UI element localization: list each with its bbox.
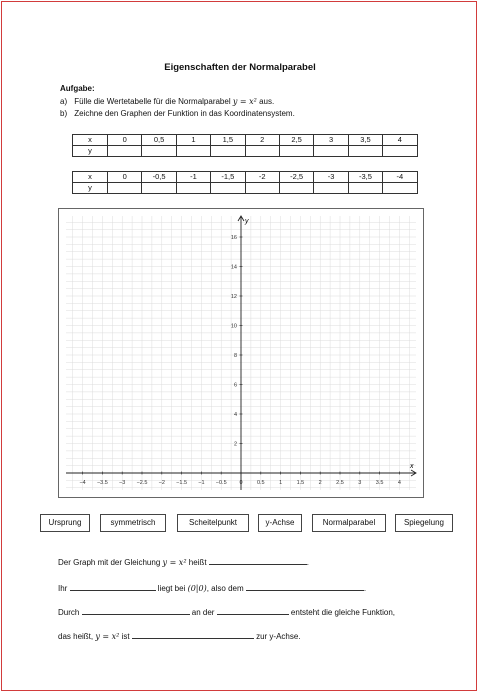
y-tick-label: 10	[230, 323, 237, 330]
table-input-cell[interactable]	[211, 146, 245, 157]
sentence-text: .	[363, 584, 367, 593]
y-tick-label: 16	[230, 235, 237, 241]
task-item-a-label: a)	[60, 97, 68, 106]
y-tick-label: 8	[233, 353, 237, 359]
table-input-cell[interactable]	[279, 183, 313, 194]
table-cell: 0,5	[142, 135, 176, 146]
table-cell: -3,5	[348, 172, 382, 183]
table-cell: -1	[176, 172, 210, 183]
table-input-cell[interactable]	[348, 183, 382, 194]
sentence-text: Der Graph mit der Gleichung	[58, 558, 163, 567]
table-cell: 0	[108, 135, 142, 146]
word-card-scheitelpunkt[interactable]: Scheitelpunkt	[177, 514, 249, 532]
x-tick-label: 1	[279, 480, 283, 486]
x-tick-label: 3.5	[375, 480, 384, 486]
table-cell: -0,5	[142, 172, 176, 183]
word-card-y-achse[interactable]: y-Achse	[258, 514, 302, 532]
x-tick-label: 0	[239, 480, 243, 486]
table-input-cell[interactable]	[383, 183, 417, 194]
blank-field[interactable]	[217, 606, 289, 615]
table-input-cell[interactable]	[348, 146, 382, 157]
table-input-cell[interactable]	[314, 183, 348, 194]
task-item-a-formula: y = x²	[232, 97, 257, 106]
y-tick-label: 14	[230, 264, 237, 271]
x-tick-label: 2.5	[336, 480, 344, 486]
sentence-text: Ihr	[58, 584, 70, 593]
sentence-text: das heißt,	[58, 632, 96, 641]
x-tick-label: 0.5	[256, 480, 265, 486]
x-tick-label: −1	[198, 480, 205, 486]
table-row-x	[73, 135, 418, 146]
x-tick-label: −3	[119, 480, 126, 486]
word-card-normalparabel[interactable]: Normalparabel	[312, 514, 386, 532]
blank-field[interactable]	[70, 582, 156, 591]
coordinate-system[interactable]	[58, 208, 424, 498]
table-input-cell[interactable]	[142, 146, 176, 157]
x-tick-label: −2.5	[136, 480, 148, 486]
blank-field[interactable]	[132, 630, 254, 639]
sentence-text: zur y-Achse.	[253, 632, 301, 641]
formula: (0|0)	[187, 584, 207, 593]
task-heading: Aufgabe:	[60, 84, 95, 93]
table-cell: 2,5	[279, 135, 313, 146]
sentence-text: heißt	[186, 558, 209, 567]
table-input-cell[interactable]	[142, 183, 176, 194]
y-tick-label: 6	[233, 382, 237, 389]
table-cell: 3	[314, 135, 348, 146]
table-cell: 0	[108, 172, 142, 183]
table-input-cell[interactable]	[176, 146, 210, 157]
task-item-b	[60, 109, 295, 118]
table-cell: -1,5	[211, 172, 245, 183]
task-item-b-text: Zeichne den Graphen der Funktion in das Koordinatensystem.	[74, 109, 295, 118]
task-item-a	[60, 97, 274, 106]
x-tick-label: 4	[397, 480, 401, 486]
sentence-4	[58, 630, 301, 641]
table-row-y	[73, 183, 418, 194]
table-cell: 1,5	[211, 135, 245, 146]
table-header-x: x	[73, 135, 108, 146]
table-cell: 3,5	[348, 135, 382, 146]
task-item-b-label: b)	[60, 109, 68, 118]
formula: y = x²	[162, 558, 187, 567]
tick-labels	[79, 235, 400, 486]
formula: y = x²	[95, 632, 120, 641]
x-tick-label: −0.5	[215, 480, 227, 486]
sentence-text: .	[306, 558, 309, 567]
table-header-y: y	[73, 146, 108, 157]
word-card-symmetrisch[interactable]: symmetrisch	[100, 514, 166, 532]
x-tick-label: −3.5	[96, 480, 108, 486]
table-input-cell[interactable]	[176, 183, 210, 194]
table-input-cell[interactable]	[383, 146, 417, 157]
sentence-text: entsteht die gleiche Funktion,	[288, 608, 395, 617]
table-input-cell[interactable]	[314, 146, 348, 157]
sentence-1	[58, 556, 309, 567]
sentence-2	[58, 582, 366, 593]
page-title: Eigenschaften der Normalparabel	[164, 62, 316, 73]
table-input-cell[interactable]	[245, 146, 279, 157]
value-table-positive	[72, 134, 418, 157]
table-cell: -3	[314, 172, 348, 183]
axes	[66, 216, 416, 490]
table-cell: 1	[176, 135, 210, 146]
table-header-y: y	[73, 183, 108, 194]
y-tick-label: 2	[233, 441, 237, 448]
table-cell: 4	[383, 135, 417, 146]
sentence-text: Durch	[58, 608, 82, 617]
table-cell: 2	[245, 135, 279, 146]
x-tick-label: 1.5	[296, 480, 305, 486]
table-input-cell[interactable]	[108, 183, 142, 194]
x-tick-label: 2	[318, 480, 322, 486]
y-tick-label: 4	[233, 412, 237, 418]
x-tick-label: −2	[158, 480, 165, 486]
blank-field[interactable]	[209, 556, 307, 565]
x-tick-label: −1.5	[176, 480, 188, 486]
value-table-negative	[72, 171, 418, 194]
sentence-text: liegt bei	[155, 584, 188, 593]
table-input-cell[interactable]	[245, 183, 279, 194]
table-row-x	[73, 172, 418, 183]
x-axis-label: x	[410, 463, 414, 470]
table-row-y	[73, 146, 418, 157]
sentence-3	[58, 606, 395, 617]
task-item-a-text-end: aus.	[256, 97, 275, 106]
table-cell: -4	[383, 172, 417, 183]
table-cell: -2,5	[279, 172, 313, 183]
blank-field[interactable]	[82, 606, 190, 615]
word-card-ursprung[interactable]: Ursprung	[40, 514, 90, 532]
sentence-text: ist	[119, 632, 132, 641]
y-tick-label: 12	[230, 294, 237, 300]
word-card-spiegelung[interactable]: Spiegelung	[395, 514, 453, 532]
blank-field[interactable]	[246, 582, 367, 593]
x-tick-label: 3	[358, 480, 362, 486]
table-input-cell[interactable]	[211, 183, 245, 194]
table-header-x: x	[73, 172, 108, 183]
table-cell: -2	[245, 172, 279, 183]
table-input-cell[interactable]	[108, 146, 142, 157]
task-item-a-text: Fülle die Wertetabelle für die Normalparabel	[74, 97, 233, 106]
sentence-text: , also dem	[206, 584, 246, 593]
x-tick-label: −4	[79, 480, 86, 486]
table-input-cell[interactable]	[279, 146, 313, 157]
y-axis-label: y	[245, 218, 249, 225]
sentence-text: an der	[189, 608, 217, 617]
